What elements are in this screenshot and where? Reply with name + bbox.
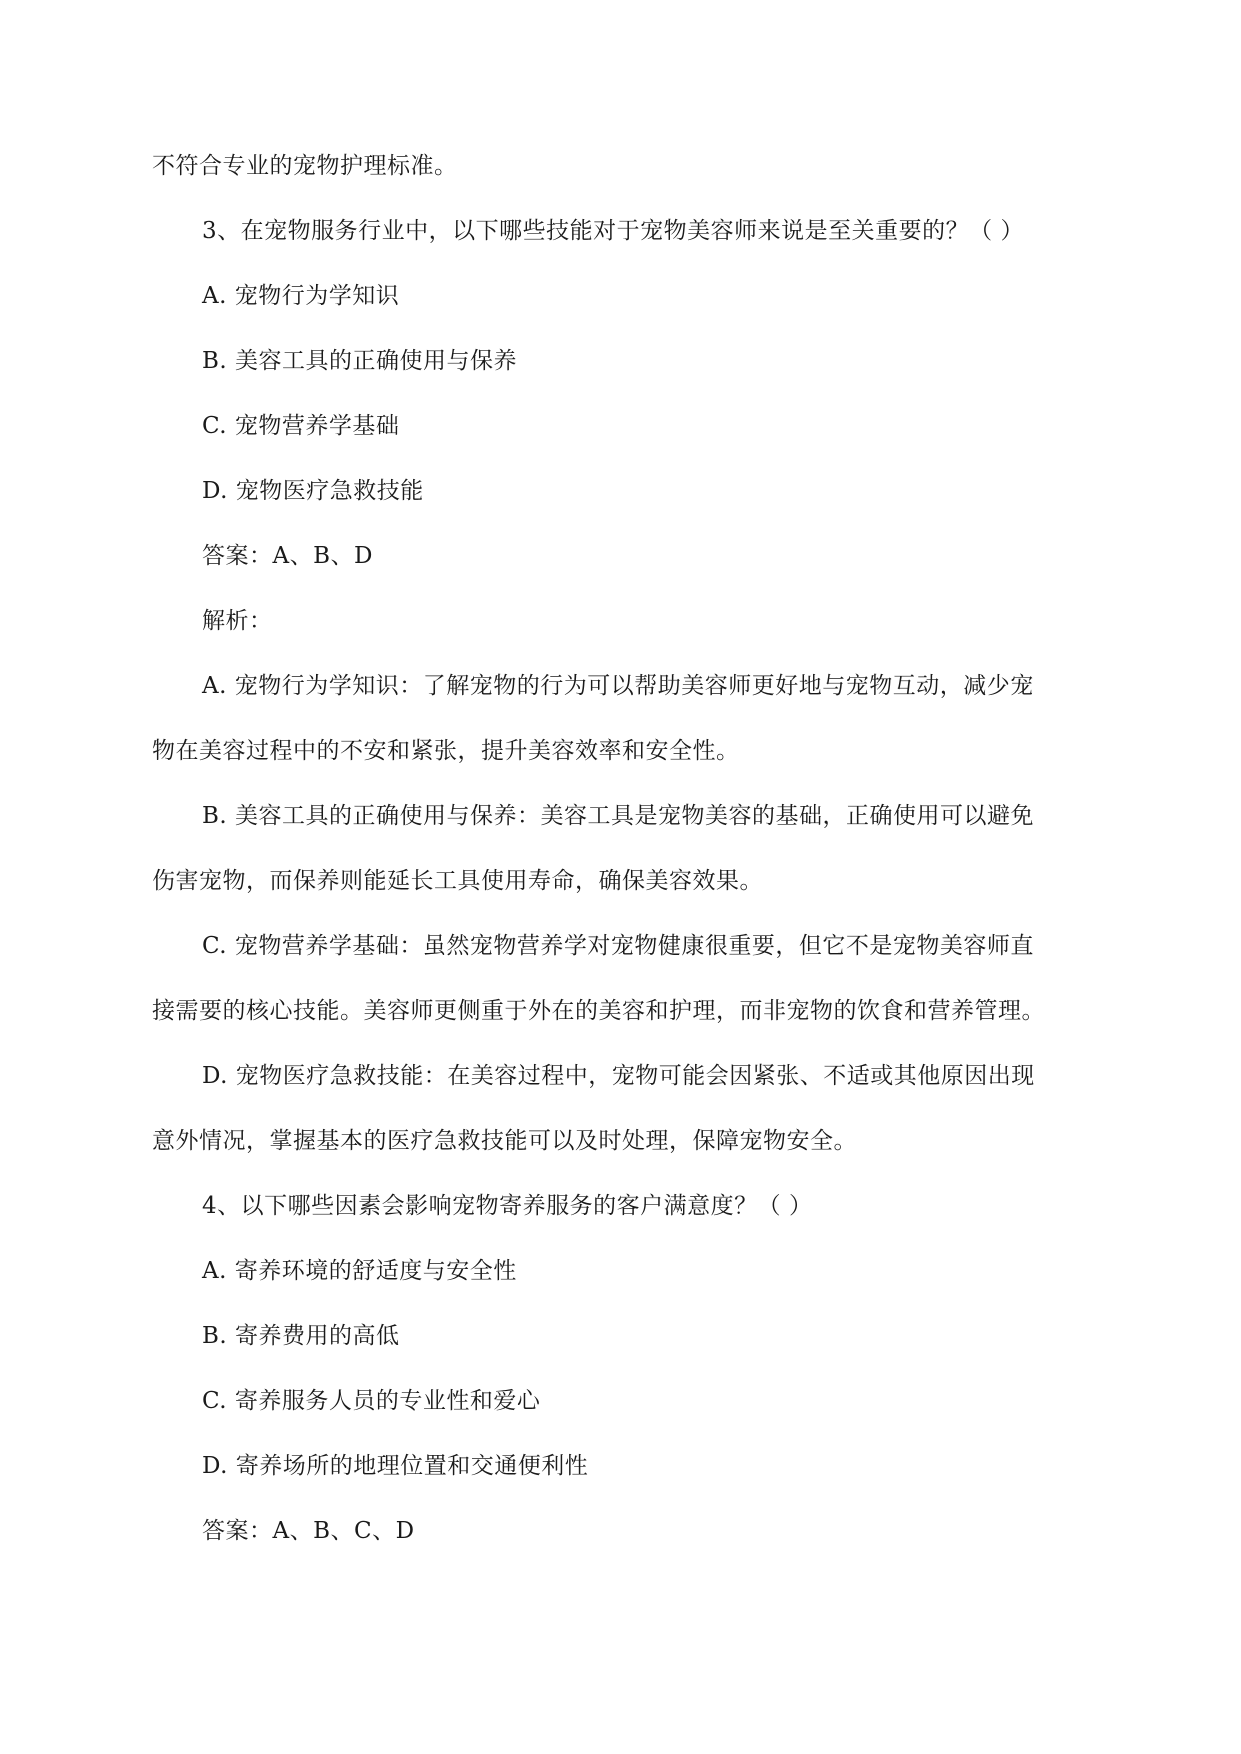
question-3-stem: 3、在宠物服务行业中，以下哪些技能对于宠物美容师来说是至关重要的？（ ） — [202, 218, 1024, 244]
question-4-stem: 4、以下哪些因素会影响宠物寄养服务的客户满意度？（ ） — [202, 1193, 813, 1219]
text-line-continuation: 不符合专业的宠物护理标准。 — [152, 153, 458, 179]
analysis-b-line-2: 伤害宠物，而保养则能延长工具使用寿命，确保美容效果。 — [152, 868, 763, 894]
question-3-answer: 答案：A、B、D — [202, 543, 373, 569]
analysis-d-line-1: D. 宠物医疗急救技能：在美容过程中，宠物可能会因紧张、不适或其他原因出现 — [202, 1063, 1035, 1089]
analysis-a-line-1: A. 宠物行为学知识：了解宠物的行为可以帮助美容师更好地与宠物互动，减少宠 — [202, 673, 1034, 699]
question-4-option-b: B. 寄养费用的高低 — [202, 1323, 400, 1349]
question-3-option-b: B. 美容工具的正确使用与保养 — [202, 348, 518, 374]
question-4-option-d: D. 寄养场所的地理位置和交通便利性 — [202, 1453, 589, 1479]
question-4-option-a: A. 寄养环境的舒适度与安全性 — [202, 1258, 517, 1284]
analysis-a-line-2: 物在美容过程中的不安和紧张，提升美容效率和安全性。 — [152, 738, 740, 764]
question-3-option-d: D. 宠物医疗急救技能 — [202, 478, 424, 504]
analysis-c-line-2: 接需要的核心技能。美容师更侧重于外在的美容和护理，而非宠物的饮食和营养管理。 — [152, 998, 1045, 1024]
question-3-analysis-label: 解析： — [202, 608, 273, 634]
question-4-option-c: C. 寄养服务人员的专业性和爱心 — [202, 1388, 541, 1414]
analysis-d-line-2: 意外情况，掌握基本的医疗急救技能可以及时处理，保障宠物安全。 — [152, 1128, 857, 1154]
question-4-answer: 答案：A、B、C、D — [202, 1518, 415, 1544]
question-3-option-c: C. 宠物营养学基础 — [202, 413, 400, 439]
analysis-c-line-1: C. 宠物营养学基础：虽然宠物营养学对宠物健康很重要，但它不是宠物美容师直 — [202, 933, 1034, 959]
analysis-b-line-1: B. 美容工具的正确使用与保养：美容工具是宠物美容的基础，正确使用可以避免 — [202, 803, 1035, 829]
question-3-option-a: A. 宠物行为学知识 — [202, 283, 400, 309]
